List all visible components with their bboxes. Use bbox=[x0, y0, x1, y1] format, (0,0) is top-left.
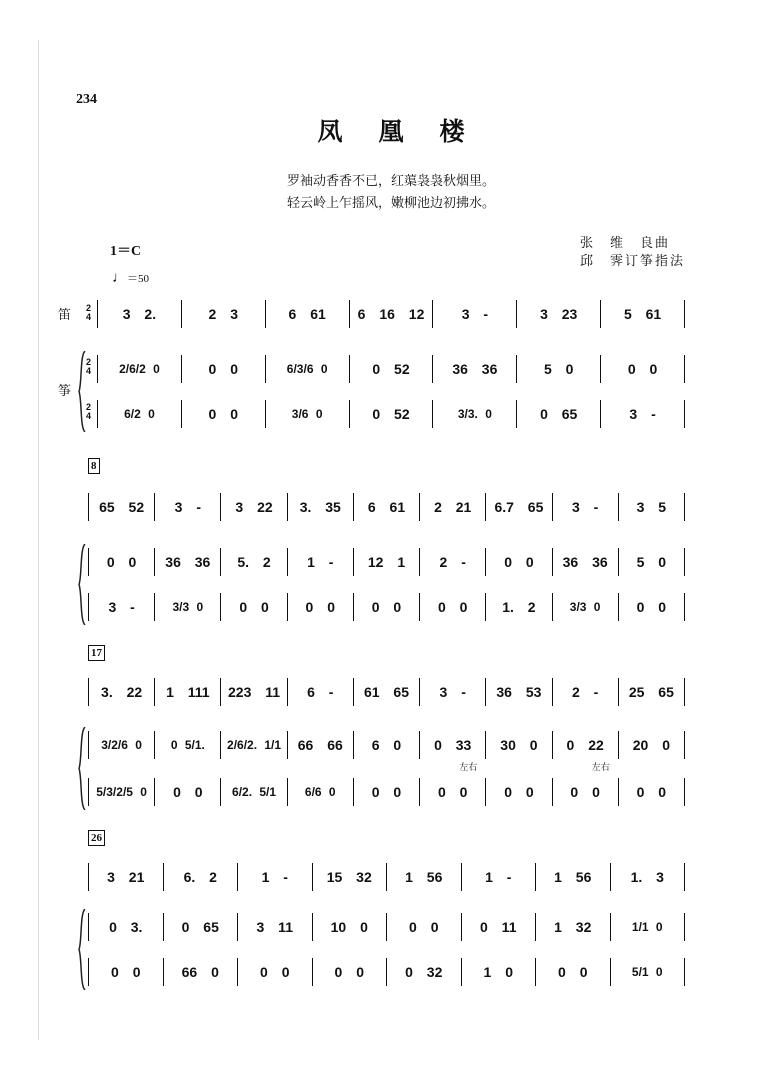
measure-notes: 0 0 bbox=[504, 554, 534, 570]
zheng-brace bbox=[78, 909, 86, 990]
composer-credit: 张 维 良曲 bbox=[580, 236, 671, 251]
measure-notes: 5 61 bbox=[623, 306, 662, 322]
rehearsal-mark: 8 bbox=[88, 458, 100, 474]
measure bbox=[419, 548, 485, 576]
measure bbox=[485, 593, 551, 621]
measure-notes: 3 11 bbox=[256, 919, 293, 935]
measure-notes: 0 0 bbox=[636, 784, 667, 800]
measure bbox=[353, 778, 419, 806]
measure-notes: 223 11 bbox=[228, 684, 281, 700]
measure-notes: 0 52 bbox=[372, 406, 410, 422]
measure-notes: 6 61 bbox=[367, 499, 406, 515]
measure-notes: 6. 2 bbox=[183, 869, 217, 885]
zheng-upper-staff bbox=[88, 548, 685, 576]
measure bbox=[610, 913, 686, 941]
chord-measure-notes: 6/2 0 bbox=[124, 407, 155, 421]
zheng-brace bbox=[78, 544, 86, 625]
measure bbox=[287, 493, 353, 521]
measure bbox=[618, 593, 685, 621]
measure bbox=[88, 863, 163, 891]
measure-notes: 2 21 bbox=[434, 499, 472, 515]
flute-label: 笛 bbox=[58, 308, 72, 323]
flute-staff bbox=[97, 300, 685, 328]
measure bbox=[287, 678, 353, 706]
measure-notes: 0 0 bbox=[437, 599, 468, 615]
key-signature: 1＝C bbox=[110, 244, 142, 259]
measure-notes: 3 - bbox=[461, 306, 489, 322]
measure bbox=[220, 548, 286, 576]
measure bbox=[386, 958, 461, 986]
measure bbox=[181, 355, 265, 383]
zheng-lower-staff bbox=[88, 778, 685, 806]
measure bbox=[154, 548, 220, 576]
measure bbox=[220, 778, 286, 806]
measure bbox=[432, 400, 516, 428]
measure-notes: 0 11 bbox=[480, 919, 517, 935]
measure-notes: 30 0 bbox=[500, 737, 538, 753]
measure bbox=[265, 355, 349, 383]
measure-notes: 36 36 bbox=[452, 361, 498, 377]
measure-notes: 0 0 bbox=[409, 919, 439, 935]
measure bbox=[349, 355, 433, 383]
measure bbox=[154, 778, 220, 806]
measure-notes: 1 111 bbox=[166, 684, 210, 700]
measure bbox=[265, 300, 349, 328]
chord-measure-notes: 2/6/2. 1/1 bbox=[227, 738, 282, 752]
measure-notes: 0 32 bbox=[405, 964, 443, 980]
measure bbox=[386, 863, 461, 891]
measure-notes: 0 0 bbox=[305, 599, 335, 615]
measure bbox=[220, 678, 286, 706]
page-margin-line bbox=[38, 40, 39, 1040]
measure-notes: 0 52 bbox=[372, 361, 410, 377]
zheng-lower-staff bbox=[88, 958, 685, 986]
measure bbox=[485, 778, 551, 806]
measure-notes: 1. 2 bbox=[502, 599, 536, 615]
zheng-brace bbox=[78, 351, 86, 432]
measure-notes: 3 5 bbox=[636, 499, 667, 515]
measure bbox=[353, 731, 419, 759]
chord-measure-notes: 3/3. 0 bbox=[457, 407, 492, 421]
rehearsal-mark: 26 bbox=[88, 830, 105, 846]
measure bbox=[312, 863, 387, 891]
measure-notes: 36 36 bbox=[562, 554, 608, 570]
measure-notes: 0 0 bbox=[636, 599, 667, 615]
measure bbox=[618, 731, 685, 759]
measure bbox=[535, 863, 610, 891]
measure bbox=[535, 958, 610, 986]
measure-notes: 6 16 12 bbox=[357, 306, 425, 322]
measure-notes: 0 0 bbox=[437, 784, 468, 800]
chord-measure-notes: 3/3 0 bbox=[569, 600, 601, 614]
measure bbox=[88, 548, 154, 576]
zheng-upper-staff bbox=[88, 731, 685, 773]
measure-notes: 0 0 bbox=[371, 599, 402, 615]
chord-measure-notes: 3/6 0 bbox=[291, 407, 323, 421]
measure bbox=[600, 355, 685, 383]
measure bbox=[353, 593, 419, 621]
measure-notes: 1 - bbox=[261, 869, 288, 885]
flute-staff bbox=[88, 493, 685, 521]
measure bbox=[154, 493, 220, 521]
measure-notes: 10 0 bbox=[330, 919, 368, 935]
measure bbox=[237, 958, 312, 986]
measure bbox=[88, 913, 163, 941]
measure bbox=[600, 400, 685, 428]
chord-measure-notes: 6/3/6 0 bbox=[286, 362, 328, 376]
flute-staff bbox=[88, 678, 685, 706]
measure-notes: 20 0 bbox=[632, 737, 670, 753]
measure-notes: 0 0 bbox=[627, 361, 658, 377]
measure-notes: 0 0 bbox=[239, 599, 269, 615]
measure bbox=[349, 400, 433, 428]
hand-annotation: 左右 bbox=[459, 763, 478, 773]
measure-notes: 0 0 bbox=[208, 406, 239, 422]
measure bbox=[287, 731, 353, 759]
measure bbox=[287, 548, 353, 576]
measure-notes: 3 - bbox=[439, 684, 466, 700]
page-number: 234 bbox=[76, 92, 97, 107]
measure bbox=[163, 863, 238, 891]
measure-notes: 25 65 bbox=[628, 684, 674, 700]
quarter-note-icon: ♩ bbox=[112, 270, 127, 286]
measure-notes: 0 0 bbox=[173, 784, 203, 800]
measure bbox=[220, 731, 286, 759]
measure bbox=[419, 778, 485, 806]
measure bbox=[97, 300, 181, 328]
measure bbox=[432, 300, 516, 328]
measure bbox=[220, 593, 286, 621]
measure-notes: 1 - bbox=[485, 869, 512, 885]
measure-notes: 12 1 bbox=[367, 554, 406, 570]
measure bbox=[485, 678, 551, 706]
measure-notes: 3. 35 bbox=[299, 499, 341, 515]
measure-notes: 1 32 bbox=[554, 919, 592, 935]
measure-notes: 3 - bbox=[629, 406, 656, 422]
measure bbox=[461, 958, 536, 986]
hand-annotation: 左右 bbox=[591, 763, 610, 773]
measure-notes: 66 66 bbox=[297, 737, 343, 753]
measure bbox=[461, 913, 536, 941]
measure-notes: 2 3 bbox=[208, 306, 239, 322]
zheng-lower-staff bbox=[88, 593, 685, 621]
measure bbox=[349, 300, 433, 328]
measure bbox=[516, 300, 600, 328]
measure-notes: 0 0 bbox=[504, 784, 534, 800]
measure bbox=[610, 958, 686, 986]
chord-measure-notes: 1/1 0 bbox=[631, 920, 663, 934]
measure bbox=[88, 678, 154, 706]
measure bbox=[163, 913, 238, 941]
measure bbox=[265, 400, 349, 428]
measure bbox=[154, 731, 220, 759]
chord-measure-notes: 6/2. 5/1 bbox=[232, 785, 277, 799]
measure bbox=[97, 355, 181, 383]
measure bbox=[88, 778, 154, 806]
measure bbox=[312, 913, 387, 941]
measure-notes: 3 - bbox=[108, 599, 135, 615]
measure-notes: 6 - bbox=[307, 684, 334, 700]
chord-measure-notes: 0 5/1. bbox=[170, 738, 205, 752]
measure-notes: 0 0 bbox=[371, 784, 402, 800]
chord-measure-notes: 2/6/2 0 bbox=[119, 362, 160, 376]
measure bbox=[485, 731, 551, 759]
measure bbox=[485, 493, 551, 521]
time-signature-flute: 2 4 bbox=[86, 303, 92, 322]
measure-notes: 1 56 bbox=[405, 869, 443, 885]
measure bbox=[461, 863, 536, 891]
measure bbox=[287, 593, 353, 621]
chord-measure-notes: 3/3 0 bbox=[172, 600, 204, 614]
measure bbox=[419, 493, 485, 521]
measure-notes: 0 0 bbox=[111, 964, 141, 980]
zheng-upper-staff bbox=[88, 913, 685, 941]
measure bbox=[88, 958, 163, 986]
measure bbox=[181, 300, 265, 328]
measure-notes: 5 0 bbox=[543, 361, 574, 377]
measure-notes: 3 21 bbox=[107, 869, 145, 885]
measure-notes: 3 2. bbox=[122, 306, 157, 322]
song-title: 凤凰楼 bbox=[317, 117, 501, 146]
time-signature-zheng-upper: 2 4 bbox=[86, 357, 92, 376]
measure bbox=[600, 300, 685, 328]
measure bbox=[419, 593, 485, 621]
measure bbox=[552, 678, 618, 706]
measure-notes: 6 61 bbox=[288, 306, 326, 322]
measure bbox=[516, 400, 600, 428]
poem-line-2: 轻云岭上乍摇风，嫩柳池边初拂水。 bbox=[286, 196, 495, 211]
measure bbox=[610, 863, 686, 891]
measure bbox=[485, 548, 551, 576]
measure bbox=[353, 493, 419, 521]
measure-notes: 36 36 bbox=[165, 554, 211, 570]
zheng-label: 筝 bbox=[58, 384, 72, 399]
chord-measure-notes: 5/1 0 bbox=[631, 965, 663, 979]
measure bbox=[552, 593, 618, 621]
measure-notes: 0 0 bbox=[570, 784, 600, 800]
measure bbox=[618, 493, 685, 521]
zheng-lower-staff bbox=[97, 400, 685, 428]
measure bbox=[312, 958, 387, 986]
measure bbox=[88, 731, 154, 759]
measure bbox=[552, 548, 618, 576]
measure bbox=[419, 678, 485, 706]
measure bbox=[237, 913, 312, 941]
measure-notes: 0 65 bbox=[540, 406, 578, 422]
measure-notes: 0 3. bbox=[109, 919, 143, 935]
measure-notes: 5 0 bbox=[636, 554, 667, 570]
measure-notes: 36 53 bbox=[496, 684, 542, 700]
measure-notes: 3 23 bbox=[540, 306, 578, 322]
measure-notes: 0 33 bbox=[434, 737, 472, 753]
measure-notes: 65 52 bbox=[99, 499, 145, 515]
measure-notes: 0 65 bbox=[181, 919, 219, 935]
tempo-marking bbox=[112, 270, 149, 287]
time-signature-zheng-lower: 2 4 bbox=[86, 402, 92, 421]
measure-notes: 66 0 bbox=[181, 964, 219, 980]
measure-notes: 6 0 bbox=[371, 737, 402, 753]
measure bbox=[237, 863, 312, 891]
poem-line-1: 罗袖动香香不已，红蕖袅袅秋烟里。 bbox=[286, 174, 495, 189]
measure bbox=[154, 678, 220, 706]
measure-notes: 0 0 bbox=[106, 554, 137, 570]
measure bbox=[535, 913, 610, 941]
chord-measure-notes: 5/3/2/5 0 bbox=[96, 785, 147, 799]
zheng-brace bbox=[78, 727, 86, 810]
measure-notes: 3 - bbox=[174, 499, 201, 515]
fingering-credit: 邱 霁订筝指法 bbox=[580, 254, 686, 269]
measure-notes: 1. 3 bbox=[630, 869, 664, 885]
measure-notes: 3 22 bbox=[235, 499, 273, 515]
measure-notes: 3 - bbox=[571, 499, 599, 515]
measure bbox=[516, 355, 600, 383]
measure-notes: 3. 22 bbox=[101, 684, 143, 700]
measure bbox=[97, 400, 181, 428]
measure bbox=[88, 593, 154, 621]
measure bbox=[163, 958, 238, 986]
measure-notes: 6.7 65 bbox=[494, 499, 544, 515]
measure bbox=[220, 493, 286, 521]
measure bbox=[618, 778, 685, 806]
measure-notes: 0 0 bbox=[260, 964, 290, 980]
measure bbox=[353, 548, 419, 576]
measure-notes: 2 - bbox=[571, 684, 599, 700]
tempo-value: ＝50 bbox=[127, 273, 149, 285]
measure-notes: 1 0 bbox=[483, 964, 513, 980]
measure-notes: 0 0 bbox=[208, 361, 239, 377]
measure bbox=[552, 731, 618, 773]
measure bbox=[419, 731, 485, 773]
measure-notes: 0 0 bbox=[334, 964, 364, 980]
flute-staff bbox=[88, 863, 685, 891]
measure bbox=[386, 913, 461, 941]
measure-notes: 1 - bbox=[307, 554, 334, 570]
measure-notes: 2 - bbox=[439, 554, 466, 570]
measure-notes: 0 0 bbox=[558, 964, 588, 980]
measure-notes: 61 65 bbox=[363, 684, 409, 700]
measure bbox=[618, 678, 685, 706]
measure-notes: 1 56 bbox=[554, 869, 592, 885]
measure bbox=[432, 355, 516, 383]
measure-notes: 15 32 bbox=[326, 869, 372, 885]
measure bbox=[154, 593, 220, 621]
measure bbox=[353, 678, 419, 706]
measure-notes: 0 22 bbox=[566, 737, 604, 753]
measure bbox=[618, 548, 685, 576]
measure bbox=[181, 400, 265, 428]
chord-measure-notes: 3/2/6 0 bbox=[101, 738, 142, 752]
measure bbox=[552, 493, 618, 521]
measure-notes: 5. 2 bbox=[237, 554, 271, 570]
measure bbox=[88, 493, 154, 521]
rehearsal-mark: 17 bbox=[88, 645, 105, 661]
chord-measure-notes: 6/6 0 bbox=[304, 785, 336, 799]
measure bbox=[552, 778, 618, 806]
measure bbox=[287, 778, 353, 806]
zheng-upper-staff bbox=[97, 355, 685, 383]
